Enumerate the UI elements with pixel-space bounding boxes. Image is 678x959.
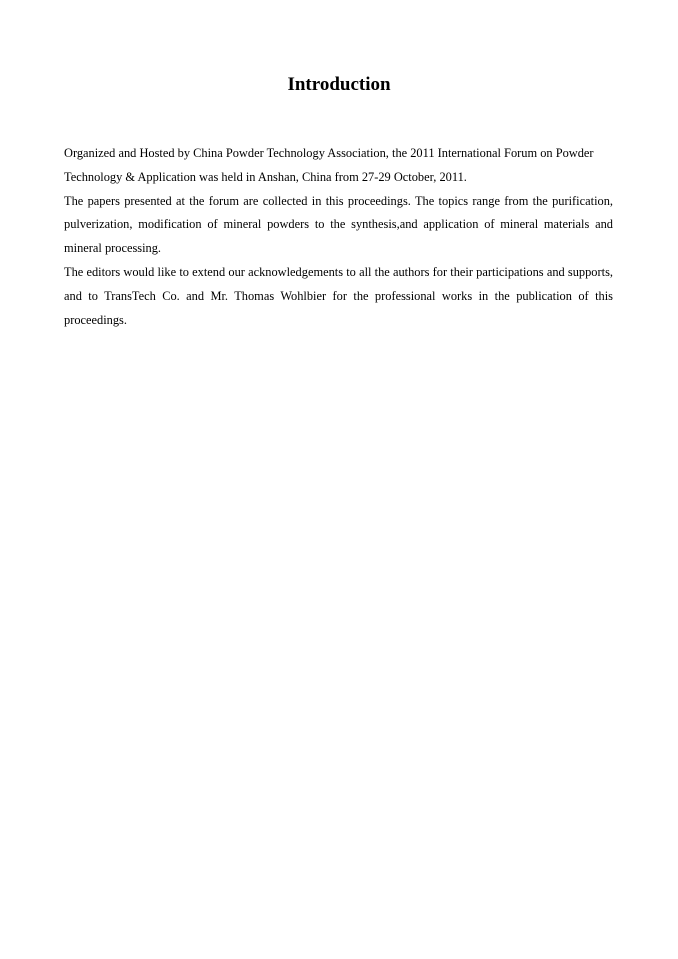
paragraph-topics: The papers presented at the forum are collected in this proceedings. The topics range from the purification, pulverization, modification of mineral powders to the synthesis,and application of mineral materials and mineral processing. bbox=[64, 193, 613, 256]
page-title: Introduction bbox=[287, 74, 391, 95]
document-body bbox=[64, 142, 613, 332]
paragraph-event-info: Organized and Hosted by China Powder Technology Association, the 2011 International Forum on Powder Technology & Application was held in Anshan, China from 27-29 October, 2011. bbox=[64, 146, 594, 184]
paragraph-acknowledgements: The editors would like to extend our acknowledgements to all the authors for their participations and supports, and to TransTech Co. and Mr. Thomas Wohlbier for the professional works in the publication of this proceedings. bbox=[64, 264, 613, 327]
